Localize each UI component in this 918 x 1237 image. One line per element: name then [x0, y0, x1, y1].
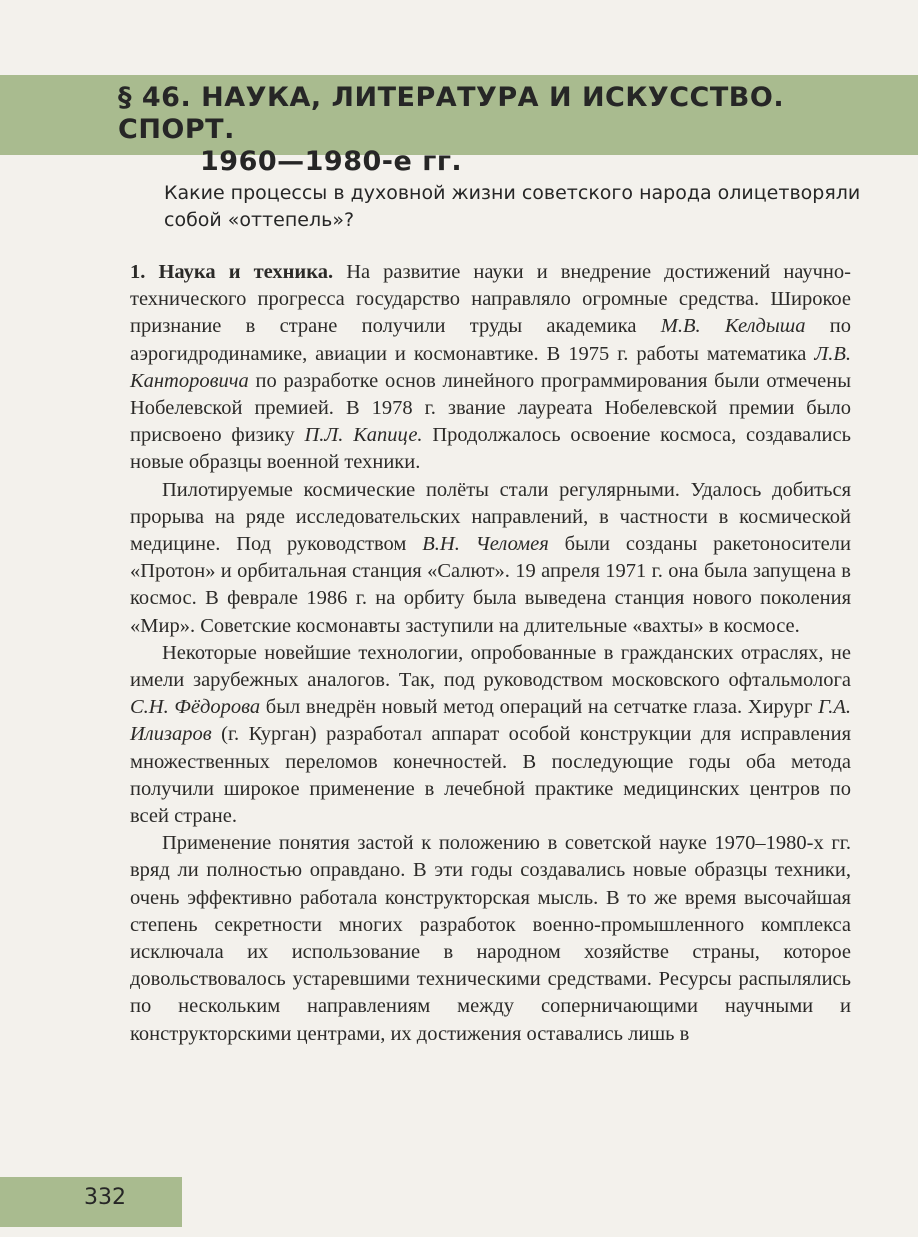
paragraph-4: Применение понятия застой к положению в советской науке 1970–1980-х гг. вряд ли полностью оправдано. В эти годы создавались новые образцы техники, очень эффективно работала конструкторская мысль. В то же время высочайшая степень секретности многих разработок военно-промышленного комплекса исключала их использование в народном хозяйстве страны, которое довольствовалось устаревшими техническими средствами. Ресурсы распылялись по нескольким направлениям между соперничающими научными и конструкторскими центрами, их достижения оставались лишь в — [130, 832, 851, 1045]
paragraph-2: Пилотируемые космические полёты стали регулярными. Удалось добиться прорыва на ряде исследовательских направлений, в частности в космической медицине. Под руководством В.Н. Челомея были созданы ракетоносители «Протон» и орбитальная станция «Салют». 19 апреля 1971 г. она была запущена в космос. В феврале 1986 г. на орбиту была выведена станция нового поколения «Мир». Советские космонавты заступили на длительные «вахты» в космосе. — [130, 478, 851, 637]
paragraph-1: 1. Наука и техника. На развитие науки и внедрение достижений научно-технического прогресса государство направляло огромные средства. Широкое признание в стране получили труды академика М.В. Келдыша по аэрогидродинамике, авиации и космонавтике. В 1975 г. работы математика Л.В. Канторовича по разработке основ линейного программирования были отмечены Нобелевской премией. В 1978 г. звание лауреата Нобелевской премии было присвоено физику П.Л. Капице. Продолжалось освоение космоса, создавались новые образцы военной техники. — [130, 261, 851, 474]
person-name: В.Н. Челомея — [422, 533, 549, 556]
paragraph-3: Некоторые новейшие технологии, опробованные в гражданских отраслях, не имели зарубежных аналогов. Так, под руководством московского офтальмолога С.Н. Фёдорова был внедрён новый метод операций на сетчатке глаза. Хирург Г.А. Илизаров (г. Курган) разработал аппарат особой конструкции для исправления множественных переломов конечностей. В последующие годы оба метода получили широкое применение в лечебной практике медицинских центров по всей стране. — [130, 641, 852, 828]
person-name: М.В. Келдыша — [660, 315, 806, 338]
section-heading: 1. Наука и техника. — [130, 261, 334, 283]
lead-question: Какие процессы в духовной жизни советского народа олицетворяли собой «оттепель»? — [164, 182, 861, 231]
title-line-1: § 46. НАУКА, ЛИТЕРАТУРА И ИСКУССТВО. СПОРТ. — [118, 82, 785, 145]
title-line-2: 1960—1980-е гг. — [200, 146, 463, 177]
person-name: С.Н. Фёдорова — [130, 696, 261, 719]
page-number: 332 — [84, 1185, 126, 1210]
section-body — [130, 259, 851, 1048]
page-title — [118, 82, 878, 178]
person-name: П.Л. Капице. — [304, 424, 423, 447]
person-name: Л.В. Канторовича — [130, 342, 851, 392]
person-name: Г.А. Илизаров — [130, 696, 852, 746]
